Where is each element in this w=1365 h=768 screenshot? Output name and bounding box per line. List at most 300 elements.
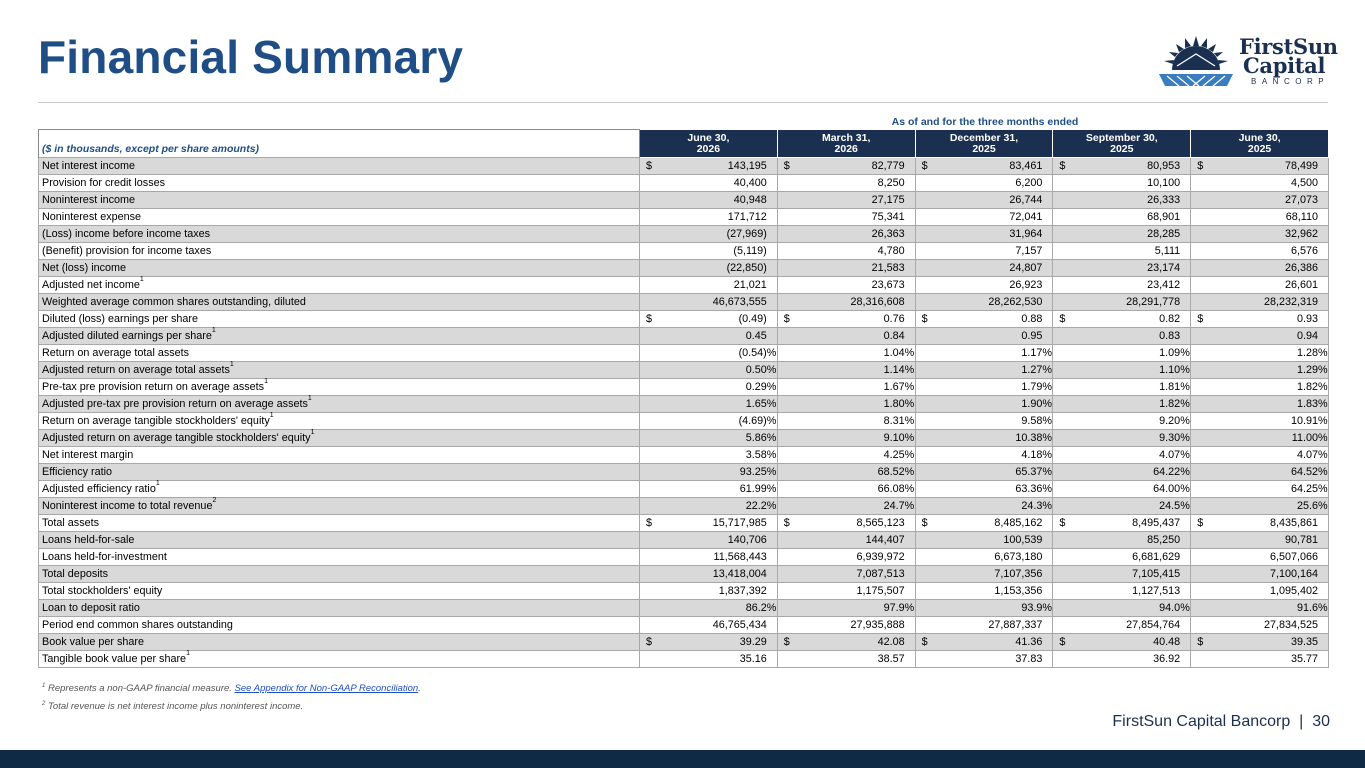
cell-value: 24.3 <box>1021 500 1043 512</box>
table-cell <box>1053 311 1191 328</box>
table-row <box>39 226 1329 243</box>
table-cell <box>1053 294 1191 311</box>
cell-value: 21,583 <box>871 262 905 274</box>
table-row <box>39 311 1329 328</box>
table-cell <box>915 532 1053 549</box>
percent-sign: % <box>1317 347 1328 359</box>
table-cell <box>1191 192 1329 209</box>
cell-value: 97.9 <box>883 602 905 614</box>
percent-sign: % <box>1317 381 1328 393</box>
cell-value: 10.91 <box>1290 415 1318 427</box>
percent-sign: % <box>904 347 915 359</box>
table-cell <box>640 634 778 651</box>
table-row <box>39 175 1329 192</box>
table-row <box>39 243 1329 260</box>
cell-value: 40.48 <box>1153 636 1181 648</box>
cell-value: 1.65 <box>745 398 767 410</box>
cell-value: 8.31 <box>883 415 905 427</box>
cell-value: 100,539 <box>1003 534 1043 546</box>
cell-value: 1.17 <box>1021 347 1043 359</box>
currency-symbol: $ <box>1197 636 1204 648</box>
table-row <box>39 498 1329 515</box>
cell-value: 6,200 <box>1015 177 1043 189</box>
footnote-marker: 1 <box>307 395 312 402</box>
cell-value: 64.22 <box>1153 466 1181 478</box>
cell-value: 26,333 <box>1147 194 1181 206</box>
cell-value: 35.77 <box>1290 653 1318 665</box>
cell-value: 9.30 <box>1159 432 1181 444</box>
cell-value: 8,565,123 <box>856 517 905 529</box>
table-cell <box>777 600 915 617</box>
percent-sign: % <box>1317 364 1328 376</box>
table-cell <box>1191 294 1329 311</box>
table-cell <box>915 651 1053 668</box>
table-cell <box>640 566 778 583</box>
table-cell <box>1053 515 1191 532</box>
table-row <box>39 413 1329 430</box>
cell-value: 0.93 <box>1296 313 1318 325</box>
table-row <box>39 634 1329 651</box>
currency-symbol: $ <box>921 517 928 529</box>
table-cell <box>1191 328 1329 345</box>
cell-value: 72,041 <box>1009 211 1043 223</box>
cell-value: 46,765,434 <box>712 619 767 631</box>
cell-value: 42.08 <box>877 636 905 648</box>
cell-value: 7,100,164 <box>1269 568 1318 580</box>
column-header: June 30, 2026 <box>640 130 778 158</box>
cell-value: 15,717,985 <box>712 517 767 529</box>
cell-value: 82,779 <box>871 160 905 172</box>
cell-value: 23,412 <box>1147 279 1181 291</box>
table-row <box>39 600 1329 617</box>
cell-value: 0.88 <box>1021 313 1043 325</box>
cell-value: 8,485,162 <box>994 517 1043 529</box>
percent-sign: % <box>1180 500 1190 512</box>
cell-value: 22.2 <box>745 500 767 512</box>
cell-value: 24.5 <box>1159 500 1181 512</box>
cell-value: 6,576 <box>1290 245 1318 257</box>
cell-value: 1.80 <box>883 398 905 410</box>
table-cell <box>915 226 1053 243</box>
table-cell <box>777 260 915 277</box>
table-body <box>39 158 1329 668</box>
cell-value: 94.0 <box>1159 602 1181 614</box>
percent-sign: % <box>766 466 777 478</box>
row-label: Net (loss) income <box>39 260 640 277</box>
cell-value: 3.58 <box>745 449 767 461</box>
cell-value: 23,174 <box>1147 262 1181 274</box>
cell-value: 1.10 <box>1159 364 1181 376</box>
table-cell <box>777 226 915 243</box>
table-cell <box>640 362 778 379</box>
row-label: Tangible book value per share$^1$ <box>39 651 640 668</box>
table-cell <box>777 396 915 413</box>
cell-value: 28,291,778 <box>1126 296 1181 308</box>
table-cell <box>915 294 1053 311</box>
footnote-marker: 1 <box>310 429 315 436</box>
table-row <box>39 515 1329 532</box>
table-cell <box>640 413 778 430</box>
cell-value: (4.69) <box>738 415 767 427</box>
logo-text-firstsun: FirstSun <box>1239 34 1338 59</box>
cell-value: 1.81 <box>1159 381 1181 393</box>
currency-symbol: $ <box>1197 313 1204 325</box>
cell-value: 35.16 <box>739 653 767 665</box>
currency-symbol: $ <box>646 160 653 172</box>
table-cell <box>1053 396 1191 413</box>
cell-value: 6,681,629 <box>1132 551 1181 563</box>
table-row <box>39 617 1329 634</box>
table-cell <box>777 498 915 515</box>
percent-sign: % <box>1042 398 1052 410</box>
table-cell <box>1053 209 1191 226</box>
cell-value: 140,706 <box>727 534 767 546</box>
cell-value: 1.04 <box>883 347 905 359</box>
table-cell <box>640 209 778 226</box>
table-cell <box>1191 226 1329 243</box>
table-cell <box>915 311 1053 328</box>
cell-value: 26,363 <box>871 228 905 240</box>
title-divider <box>38 102 1328 103</box>
table-cell <box>640 277 778 294</box>
cell-value: 5.86 <box>745 432 767 444</box>
units-note: ($ in thousands, except per share amounts) <box>39 130 640 158</box>
table-cell <box>777 617 915 634</box>
table-cell <box>777 243 915 260</box>
cell-value: 68,901 <box>1147 211 1181 223</box>
cell-value: 66.08 <box>877 483 905 495</box>
percent-sign: % <box>1180 347 1190 359</box>
table-cell <box>640 345 778 362</box>
row-label: Total stockholders' equity <box>39 583 640 600</box>
appendix-link[interactable]: See Appendix for Non-GAAP Reconciliation <box>234 683 419 694</box>
table-row <box>39 549 1329 566</box>
table-row <box>39 277 1329 294</box>
table-cell <box>1191 158 1329 175</box>
percent-sign: % <box>766 449 777 461</box>
table-cell <box>640 175 778 192</box>
cell-value: 0.95 <box>1021 330 1043 342</box>
table-cell <box>640 651 778 668</box>
currency-symbol: $ <box>1059 517 1066 529</box>
cell-value: 39.35 <box>1290 636 1318 648</box>
table-cell <box>1053 549 1191 566</box>
table-cell <box>1053 498 1191 515</box>
percent-sign: % <box>766 364 777 376</box>
row-label: Loans held-for-investment <box>39 549 640 566</box>
cell-value: 1.29 <box>1296 364 1318 376</box>
table-cell <box>1053 379 1191 396</box>
table-cell <box>915 498 1053 515</box>
cell-value: 7,107,356 <box>994 568 1043 580</box>
percent-sign: % <box>904 415 915 427</box>
table-cell <box>1053 583 1191 600</box>
table-cell <box>1191 583 1329 600</box>
cell-value: 144,407 <box>865 534 905 546</box>
cell-value: (0.54) <box>738 347 767 359</box>
row-label: Adjusted efficiency ratio$^1$ <box>39 481 640 498</box>
cell-value: 91.6 <box>1296 602 1318 614</box>
cell-value: 6,673,180 <box>994 551 1043 563</box>
cell-value: 6,507,066 <box>1269 551 1318 563</box>
percent-sign: % <box>1042 602 1052 614</box>
table-row <box>39 481 1329 498</box>
cell-value: 7,157 <box>1015 245 1043 257</box>
table-cell <box>1191 617 1329 634</box>
cell-value: 1.90 <box>1021 398 1043 410</box>
table-cell <box>640 617 778 634</box>
cell-value: 171,712 <box>727 211 767 223</box>
table-cell <box>915 243 1053 260</box>
table-cell <box>640 481 778 498</box>
percent-sign: % <box>1317 432 1328 444</box>
table-row <box>39 209 1329 226</box>
table-cell <box>1053 464 1191 481</box>
cell-value: 1.83 <box>1296 398 1318 410</box>
percent-sign: % <box>1180 381 1190 393</box>
table-cell <box>1191 260 1329 277</box>
table-cell <box>640 311 778 328</box>
percent-sign: % <box>1180 466 1190 478</box>
table-cell <box>1191 243 1329 260</box>
row-label: Noninterest income to total revenue$^2$ <box>39 498 640 515</box>
table-cell <box>1053 447 1191 464</box>
table-cell <box>640 294 778 311</box>
table-cell <box>1053 362 1191 379</box>
table-cell <box>777 464 915 481</box>
percent-sign: % <box>1042 466 1052 478</box>
table-cell <box>777 345 915 362</box>
cell-value: 90,781 <box>1284 534 1318 546</box>
percent-sign: % <box>1180 483 1190 495</box>
cell-value: 28,262,530 <box>988 296 1043 308</box>
table-cell <box>1191 481 1329 498</box>
table-cell <box>640 549 778 566</box>
cell-value: 26,923 <box>1009 279 1043 291</box>
cell-value: 9.58 <box>1021 415 1043 427</box>
row-label: (Loss) income before income taxes <box>39 226 640 243</box>
cell-value: (5,119) <box>733 245 767 257</box>
table-cell <box>915 566 1053 583</box>
table-cell <box>640 430 778 447</box>
table-cell <box>1191 379 1329 396</box>
cell-value: 37.83 <box>1015 653 1043 665</box>
logo-text-capital: Capital <box>1243 53 1326 78</box>
footnote-2: $^2$ Total revenue is net interest income plus noninterest income. <box>42 701 304 712</box>
cell-value: 27,935,888 <box>850 619 905 631</box>
currency-symbol: $ <box>646 636 653 648</box>
table-row <box>39 379 1329 396</box>
cell-value: 8,250 <box>877 177 905 189</box>
table-cell <box>915 209 1053 226</box>
row-label: Adjusted return on average tangible stockholders' equity$^1$ <box>39 430 640 447</box>
company-logo <box>1155 30 1338 92</box>
percent-sign: % <box>1317 398 1328 410</box>
table-cell <box>640 243 778 260</box>
table-cell <box>640 515 778 532</box>
cell-value: 24,807 <box>1009 262 1043 274</box>
currency-symbol: $ <box>1059 313 1066 325</box>
table-cell <box>777 447 915 464</box>
cell-value: 0.82 <box>1159 313 1181 325</box>
cell-value: 41.36 <box>1015 636 1043 648</box>
cell-value: 64.52 <box>1290 466 1318 478</box>
logo-text-bancorp: BANCORP <box>1251 77 1330 86</box>
table-cell <box>640 583 778 600</box>
table-cell <box>777 192 915 209</box>
table-cell <box>915 260 1053 277</box>
table-cell <box>915 379 1053 396</box>
percent-sign: % <box>1042 483 1052 495</box>
table-cell <box>915 396 1053 413</box>
cell-value: 32,962 <box>1284 228 1318 240</box>
cell-value: 40,948 <box>733 194 767 206</box>
row-label: Pre-tax pre provision return on average assets$^1$ <box>39 379 640 396</box>
cell-value: 10.38 <box>1015 432 1043 444</box>
row-label: Loans held-for-sale <box>39 532 640 549</box>
cell-value: 64.00 <box>1153 483 1181 495</box>
table-cell <box>640 498 778 515</box>
table-cell <box>777 362 915 379</box>
row-label: Adjusted return on average total assets$^1$ <box>39 362 640 379</box>
table-row <box>39 464 1329 481</box>
table-cell <box>777 379 915 396</box>
cell-value: 7,105,415 <box>1132 568 1181 580</box>
table-cell <box>640 158 778 175</box>
cell-value: 1.28 <box>1296 347 1318 359</box>
cell-value: 7,087,513 <box>856 568 905 580</box>
row-label: (Benefit) provision for income taxes <box>39 243 640 260</box>
cell-value: 93.25 <box>739 466 767 478</box>
table-cell <box>915 362 1053 379</box>
cell-value: 9.20 <box>1159 415 1181 427</box>
percent-sign: % <box>1317 483 1328 495</box>
percent-sign: % <box>1317 415 1328 427</box>
cell-value: 23,673 <box>871 279 905 291</box>
cell-value: 80,953 <box>1147 160 1181 172</box>
row-label: Loan to deposit ratio <box>39 600 640 617</box>
table-cell <box>1053 413 1191 430</box>
cell-value: 1.27 <box>1021 364 1043 376</box>
percent-sign: % <box>904 432 915 444</box>
table-cell <box>777 549 915 566</box>
cell-value: 0.84 <box>883 330 905 342</box>
column-header: June 30, 2025 <box>1191 130 1329 158</box>
table-cell <box>1053 430 1191 447</box>
cell-value: 25.6 <box>1296 500 1318 512</box>
table-row <box>39 158 1329 175</box>
table-cell <box>1191 549 1329 566</box>
table-header-row <box>39 130 1329 158</box>
row-label: Total assets <box>39 515 640 532</box>
cell-value: 1.79 <box>1021 381 1043 393</box>
row-label: Total deposits <box>39 566 640 583</box>
cell-value: 6,939,972 <box>856 551 905 563</box>
cell-value: 13,418,004 <box>712 568 767 580</box>
cell-value: 39.29 <box>739 636 767 648</box>
table-cell <box>777 566 915 583</box>
table-cell <box>777 532 915 549</box>
row-label: Net interest income <box>39 158 640 175</box>
footnote-1: $^1$ Represents a non-GAAP financial measure. See Appendix for Non-GAAP Reconciliation. <box>42 683 421 694</box>
table-cell <box>640 447 778 464</box>
cell-value: 5,111 <box>1154 245 1181 257</box>
page-footer: FirstSun Capital Bancorp | 30 <box>1112 713 1330 730</box>
table-cell <box>777 277 915 294</box>
percent-sign: % <box>766 602 777 614</box>
table-cell <box>777 328 915 345</box>
cell-value: 1.67 <box>883 381 905 393</box>
percent-sign: % <box>1042 415 1052 427</box>
table-row <box>39 430 1329 447</box>
table-cell <box>1191 515 1329 532</box>
table-cell <box>1191 651 1329 668</box>
percent-sign: % <box>1180 364 1190 376</box>
footnote-marker: 1 <box>211 327 216 334</box>
cell-value: 4,500 <box>1290 177 1318 189</box>
table-cell <box>1191 396 1329 413</box>
row-label: Weighted average common shares outstanding, diluted <box>39 294 640 311</box>
table-cell <box>777 430 915 447</box>
table-cell <box>640 532 778 549</box>
table-cell <box>915 634 1053 651</box>
table-caption: As of and for the three months ended <box>891 116 1079 128</box>
table-cell <box>1191 345 1329 362</box>
cell-value: 4.18 <box>1021 449 1043 461</box>
table-cell <box>640 328 778 345</box>
table-cell <box>915 447 1053 464</box>
cell-value: 75,341 <box>871 211 905 223</box>
table-cell <box>1191 532 1329 549</box>
table-cell <box>1053 634 1191 651</box>
cell-value: 27,175 <box>871 194 905 206</box>
column-header: September 30, 2025 <box>1053 130 1191 158</box>
table-cell <box>1191 277 1329 294</box>
cell-value: 27,887,337 <box>988 619 1043 631</box>
cell-value: 0.45 <box>745 330 767 342</box>
row-label: Return on average total assets <box>39 345 640 362</box>
percent-sign: % <box>1180 432 1190 444</box>
table-cell <box>640 226 778 243</box>
cell-value: 4.25 <box>883 449 905 461</box>
cell-value: 93.9 <box>1021 602 1043 614</box>
currency-symbol: $ <box>921 313 928 325</box>
cell-value: 40,400 <box>733 177 767 189</box>
currency-symbol: $ <box>1059 636 1066 648</box>
cell-value: 27,073 <box>1284 194 1318 206</box>
percent-sign: % <box>1317 500 1328 512</box>
cell-value: 143,195 <box>727 160 767 172</box>
row-label: Noninterest income <box>39 192 640 209</box>
currency-symbol: $ <box>646 517 653 529</box>
cell-value: 1.82 <box>1159 398 1181 410</box>
row-label: Provision for credit losses <box>39 175 640 192</box>
table-cell <box>1191 430 1329 447</box>
percent-sign: % <box>1042 364 1052 376</box>
percent-sign: % <box>904 398 915 410</box>
table-row <box>39 447 1329 464</box>
cell-value: 1,153,356 <box>994 585 1043 597</box>
table-cell <box>640 464 778 481</box>
table-cell <box>1053 175 1191 192</box>
cell-value: 11.00 <box>1291 432 1318 444</box>
cell-value: 28,232,319 <box>1263 296 1318 308</box>
footnote-marker: 1 <box>264 378 268 385</box>
percent-sign: % <box>904 483 915 495</box>
table-cell <box>1053 532 1191 549</box>
table-cell <box>777 311 915 328</box>
cell-value: 1,837,392 <box>718 585 767 597</box>
